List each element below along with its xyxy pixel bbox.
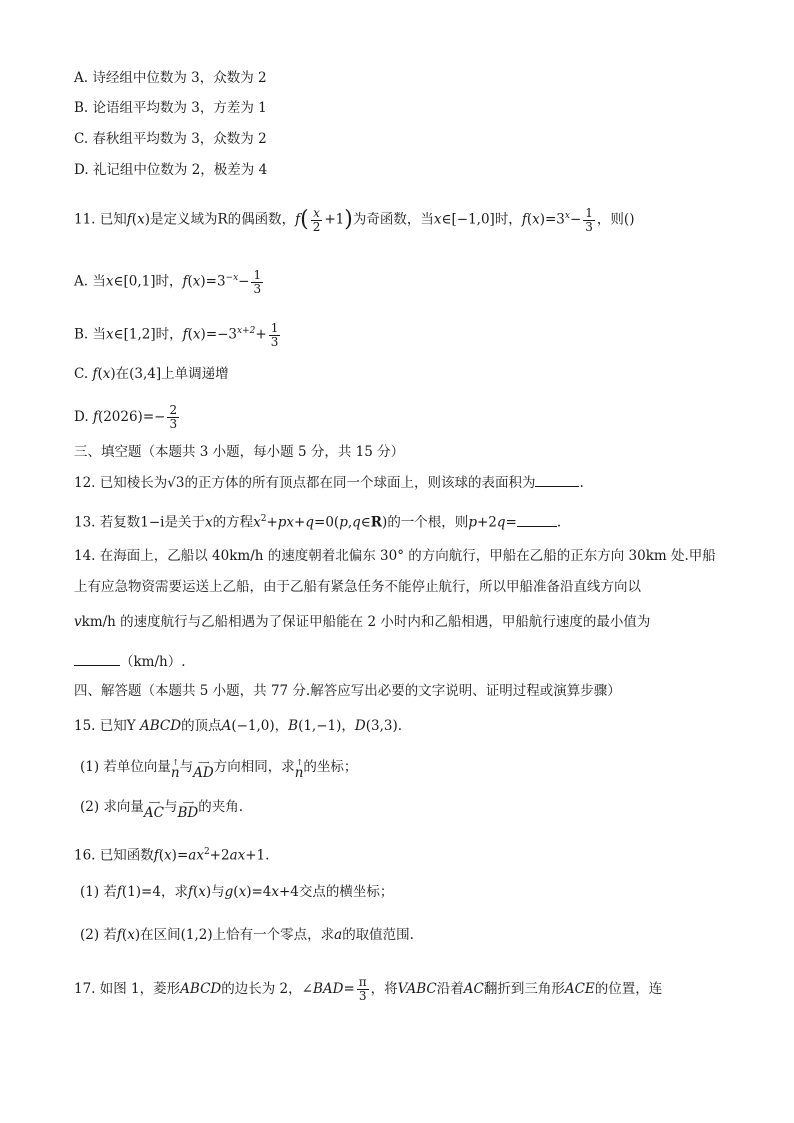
- q10-option-c: C. 春秋组平均数为 3，众数为 2: [74, 131, 267, 147]
- q15-part-2: (2) 求向量 ⟶ AC与 ⟶ BD的夹角.: [80, 797, 244, 821]
- q14-line-2: 上有应急物资需要运送上乙船，由于乙船有紧急任务不能停止航行，所以甲船准备沿直线方向以: [74, 579, 641, 595]
- q12: 12. 已知棱长为√3的正方体的所有顶点都在同一个球面上，则该球的表面积为 .: [74, 472, 584, 493]
- q11-stem: 11. 已知f(x)是定义域为R的偶函数，f( $\frac{x}{2}$ +1)为奇函数，当x∈[−1,0]时，$f(x)=3^x-$ $\frac{1}{3}$ ，则(): [74, 205, 635, 234]
- q14-line-4: （km/h）.: [74, 651, 186, 672]
- q17-stem: 17. 如图 1，菱形ABCD的边长为 2，∠BAD= $\frac{\pi}{3}$ ，将VABC沿着AC翻折到三角形ACE的位置，连: [74, 975, 663, 1003]
- answer-blank: [535, 472, 579, 487]
- q11-option-c: C. f(x)在(3,4]上单调递增: [74, 366, 229, 382]
- q15-stem: 15. 已知Y ABCD的顶点A(−1,0)，B(1,−1)，D(3,3).: [74, 718, 403, 734]
- q10-option-a: A. 诗经组中位数为 3，众数为 2: [74, 70, 267, 86]
- q13: 13. 若复数1−i是关于x的方程$x^2+px+q=0(p,q\in R)$的一个根，则p+2q= .: [74, 509, 561, 533]
- q10-option-b: B. 论语组平均数为 3，方差为 1: [74, 100, 267, 116]
- q16-part-1: (1) 若f(1)=4，求f(x)与g(x)=4x+4交点的横坐标；: [80, 884, 394, 900]
- section-3-heading: 三、填空题（本题共 3 小题，每小题 5 分，共 15 分）: [74, 444, 405, 460]
- answer-blank: [517, 512, 557, 527]
- answer-blank: [74, 651, 120, 666]
- q11-option-d: D. f(2026)=− $\frac{2}{3}$: [74, 403, 178, 431]
- section-4-heading: 四、解答题（本题共 5 小题，共 77 分.解答应写出必要的文字说明、证明过程或演算步骤）: [74, 683, 621, 699]
- q15-part-1: (1) 若单位向量 ↑ n与 ⟶ AD方向相同，求 ↑ n的坐标；: [80, 757, 358, 781]
- q11-option-b: B. 当x∈[1,2]时，$f(x)=-3^{x+2}+$ $\frac{1}{3}$: [74, 320, 279, 349]
- q16-part-2: (2) 若f(x)在区间(1,2)上恰有一个零点，求a的取值范围.: [80, 927, 414, 943]
- q11-option-a: A. 当x∈[0,1]时，$f(x)=3^{-x}-$ $\frac{1}{3}$: [74, 267, 262, 296]
- q14-line-3: vkm/h 的速度航行与乙船相遇为了保证甲船能在 2 小时内和乙船相遇，甲船航行速度的最小值为: [74, 614, 651, 630]
- q16-stem: 16. 已知函数$f(x)=ax^2+2ax+1$.: [74, 847, 270, 864]
- q10-option-d: D. 礼记组中位数为 2，极差为 4: [74, 162, 268, 178]
- q14-line-1: 14. 在海面上，乙船以 40km/h 的速度朝着北偏东 30° 的方向航行，甲船在乙船的正东方向 30km 处.甲船: [74, 548, 716, 564]
